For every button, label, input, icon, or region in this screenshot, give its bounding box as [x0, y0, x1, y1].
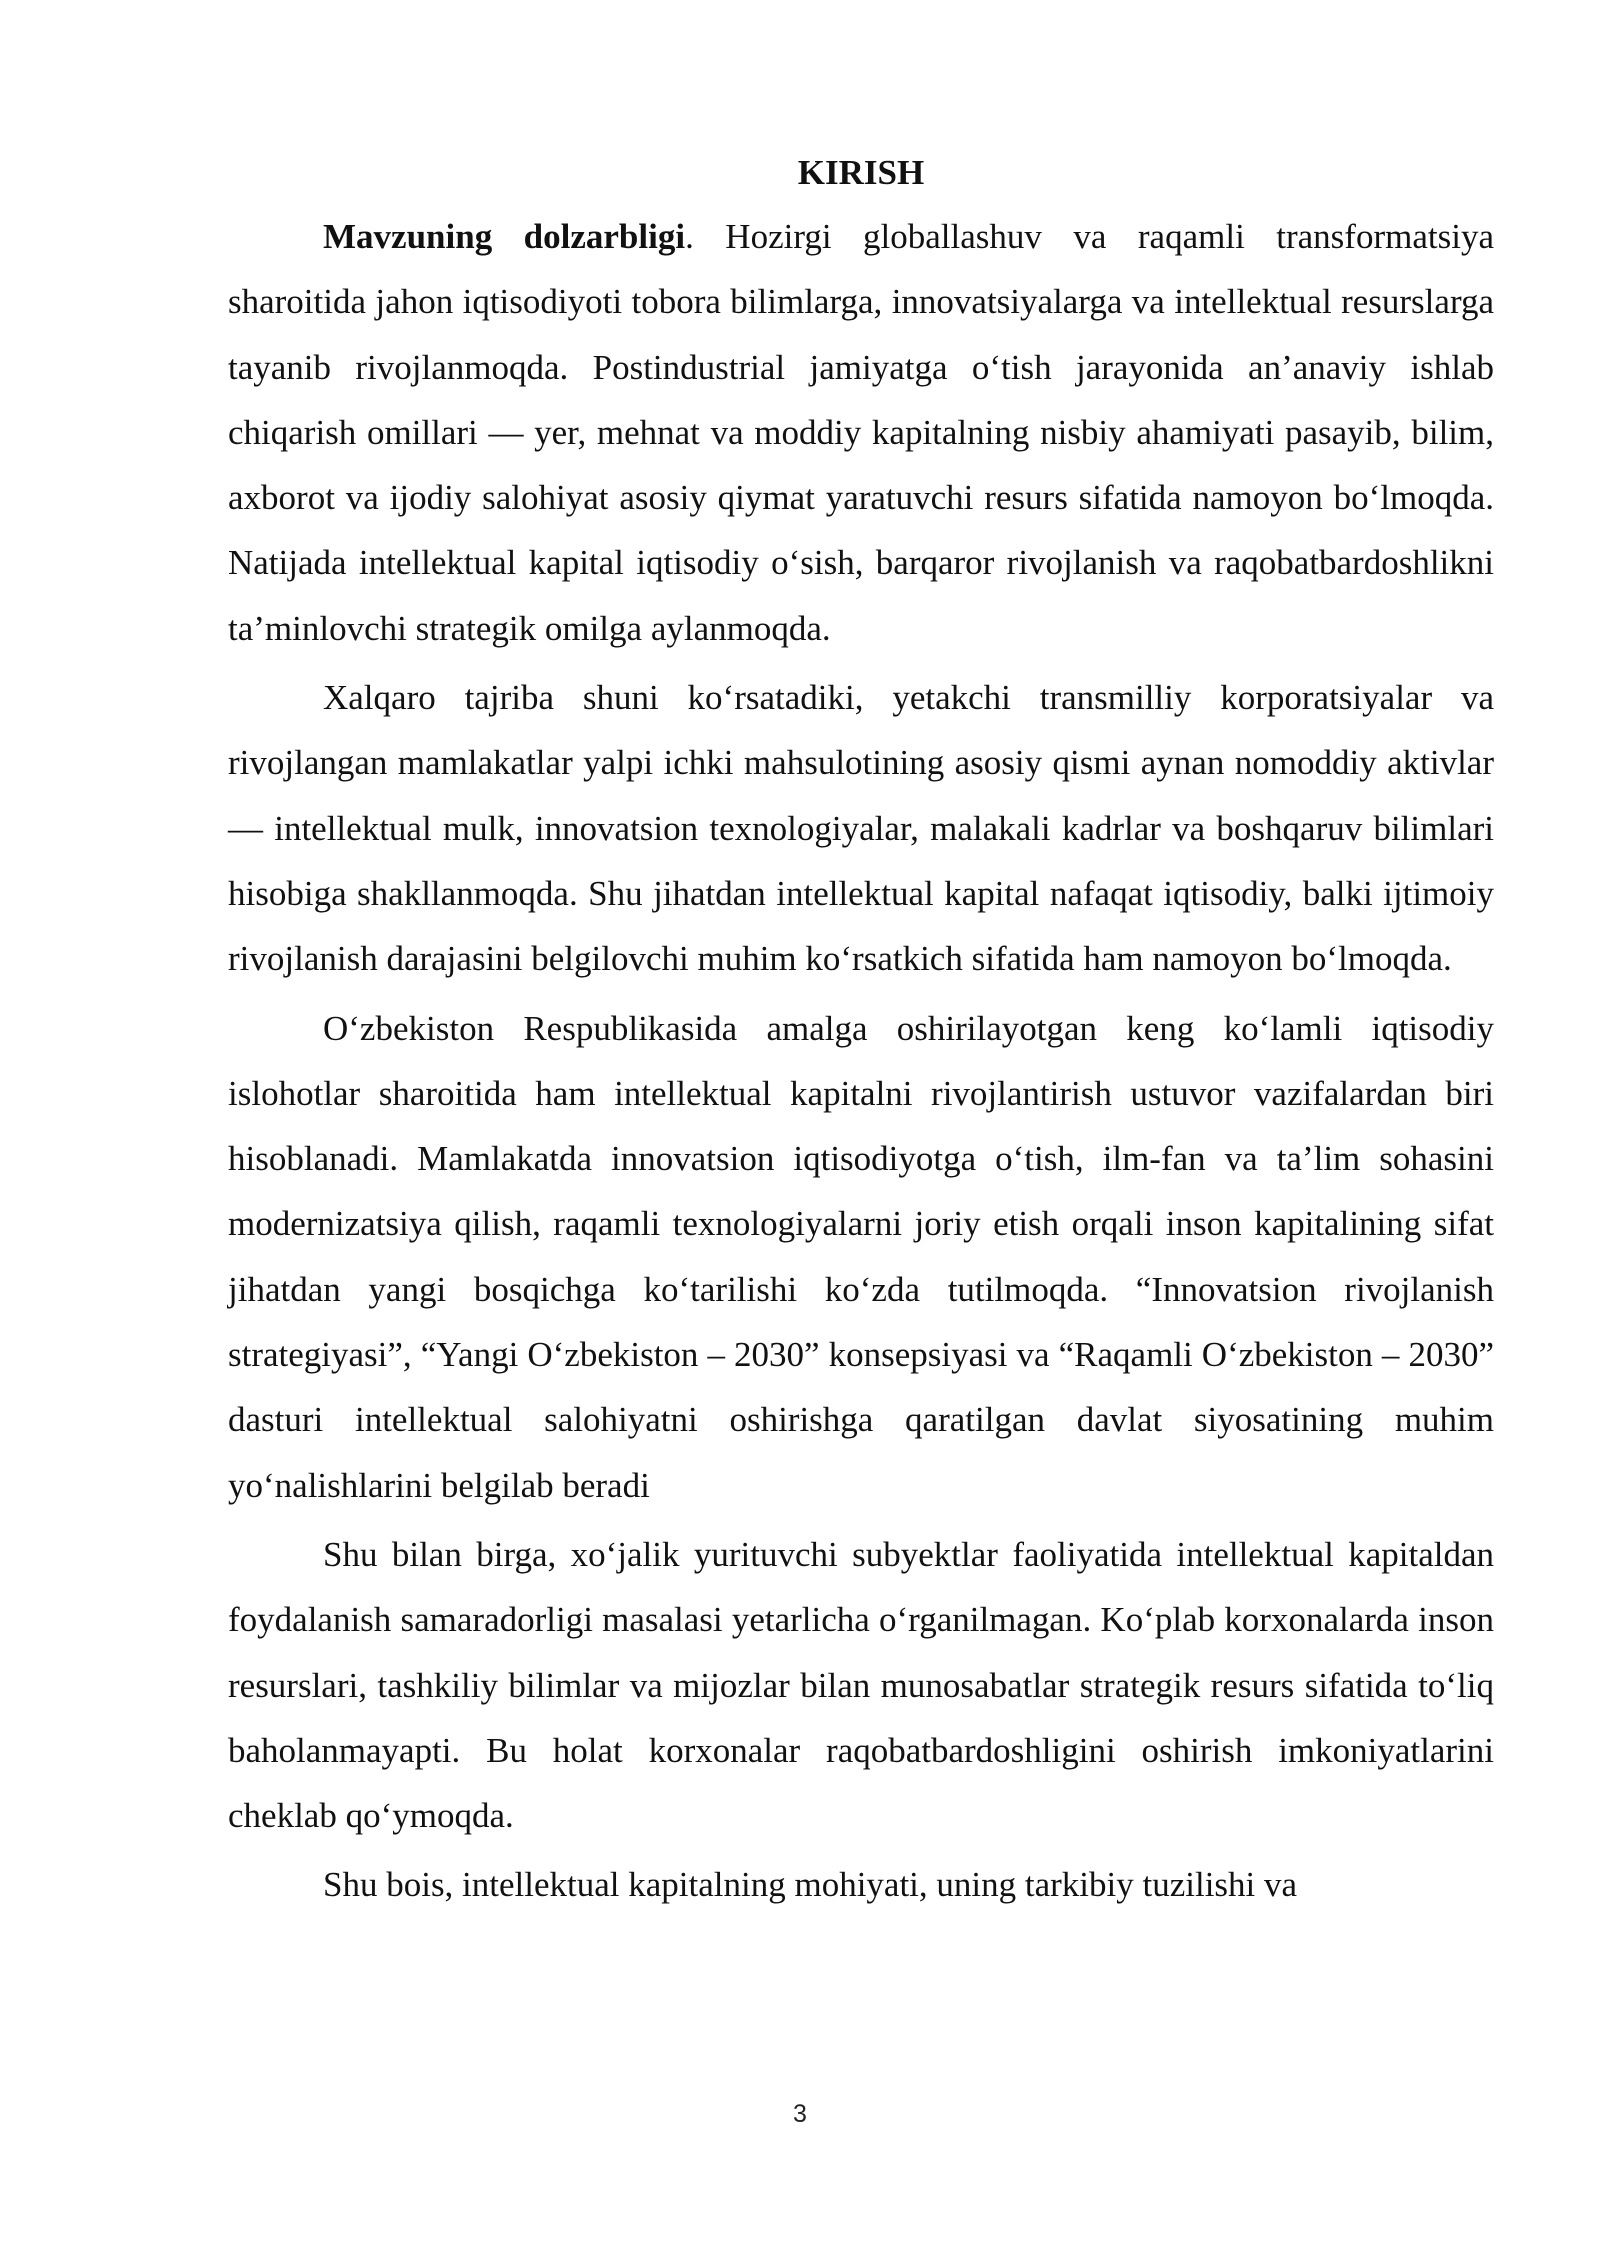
paragraph-text: Xalqaro tajriba shuni ko‘rsatadiki, yetakchi transmilliy korporatsiyalar va rivojlangan mamlakatlar yalpi ichki mahsulotining asosiy qismi aynan nomoddiy aktivlar — intellektual mulk, innovatsion texnologiyalar, malakali kadrlar va boshqaruv bilimlari hisobiga shakllanmoqda. Shu jihatdan intellektual kapital nafaqat iqtisodiy, balki ijtimoiy rivojlanish darajasini belgilovchi muhim ko‘rsatkich sifatida ham namoyon bo‘lmoqda.	[228, 678, 1494, 979]
paragraph-uzbekistan-reforms	[228, 996, 1494, 1518]
paragraph-enterprise-efficiency	[228, 1522, 1494, 1848]
paragraph-text: Shu bilan birga, xo‘jalik yurituvchi subyektlar faoliyatida intellektual kapitaldan foydalanish samaradorligi masalasi yetarlicha o‘rganilmagan. Ko‘plab korxonalarda inson resurslari, tashkiliy bilimlar va mijozlar bilan munosabatlar strategik resurs sifatida to‘liq baholanmayapti. Bu holat korxonalar raqobatbardoshligini oshirish imkoniyatlarini cheklab qo‘ymoqda.	[228, 1534, 1494, 1836]
paragraph-text: O‘zbekiston Respublikasida amalga oshirilayotgan keng ko‘lamli iqtisodiy islohotlar sharoitida ham intellektual kapitalni rivojlantirish ustuvor vazifalardan biri hisoblanadi. Mamlakatda innovatsion iqtisodiyotga o‘tish, ilm-fan va ta’lim sohasini modernizatsiya qilish, raqamli texnologiyalarni joriy etish orqali inson kapitalining sifat jihatdan yangi bosqichga ko‘tarilishi ko‘zda tutilmoqda. “Innovatsion rivojlanish strategiyasi”, “Yangi O‘zbekiston – 2030” konsepsiyasi va “Raqamli O‘zbekiston – 2030” dasturi intellektual salohiyatni oshirishga qaratilgan davlat siyosatining muhim yo‘nalishlarini belgilab beradi	[228, 1008, 1494, 1505]
paragraph-international-experience	[228, 665, 1494, 991]
paragraph-text: . Hozirgi globallashuv va raqamli transformatsiya sharoitida jahon iqtisodiyoti tobora bilimlarga, innovatsiyalarga va intellektual resurslarga tayanib rivojlanmoqda. Postindustrial jamiyatga o‘tish jarayonida an’anaviy ishlab chiqarish omillari — yer, mehnat va moddiy kapitalning nisbiy ahamiyati pasayib, bilim, axborot va ijodiy salohiyat asosiy qiymat yaratuvchi resurs sifatida namoyon bo‘lmoqda. Natijada intellektual kapital iqtisodiy o‘sish, barqaror rivojlanish va raqobatbardoshlikni ta’minlovchi strategik omilga aylanmoqda.	[228, 217, 1494, 648]
page-number: 3	[793, 2100, 807, 2128]
section-heading: KIRISH	[797, 153, 925, 192]
paragraph-text: Shu bois, intellektual kapitalning mohiyati, uning tarkibiy tuzilishi va	[323, 1865, 1298, 1905]
paragraph-continuation	[228, 1852, 1494, 1917]
paragraph-lead-term: Mavzuning dolzarbligi	[323, 217, 686, 256]
page-body	[228, 144, 1494, 1922]
paragraph-relevance	[228, 204, 1494, 661]
